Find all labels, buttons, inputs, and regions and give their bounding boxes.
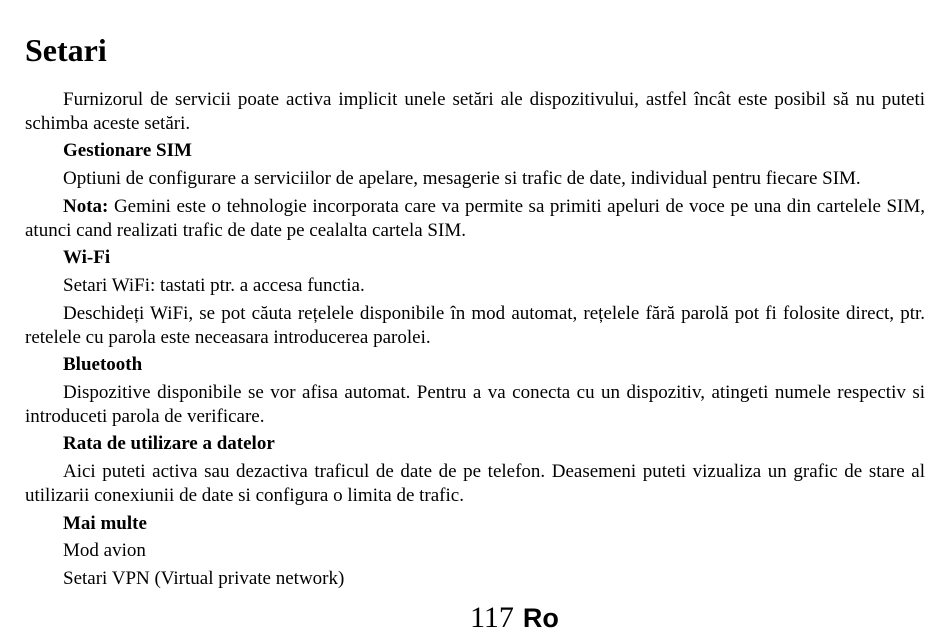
page-number: 117 xyxy=(470,601,514,634)
section-heading-wifi: Wi-Fi xyxy=(63,247,111,269)
section-heading-data-usage: Rata de utilizare a datelor xyxy=(63,433,275,455)
document-body xyxy=(25,88,925,591)
more-list-item: Mod avion xyxy=(63,540,146,562)
section-heading-bluetooth: Bluetooth xyxy=(63,354,143,376)
intro-paragraph: Furnizorul de servicii poate activa implicit unele setări ale dispozitivului, astfel încât este posibil să nu puteti schimba aceste setări. xyxy=(25,89,925,134)
wifi-paragraph: Deschideți WiFi, se pot căuta rețelele disponibile în mod automat, rețelele fără parolă pot fi folosite direct, ptr. retelele cu parola este neceasara introducerea parolei. xyxy=(25,302,925,348)
page-title: Setari xyxy=(25,32,107,68)
bluetooth-paragraph: Dispozitive disponibile se vor afisa automat. Pentru a va conecta cu un dispozitiv, atingeti numele respectiv si introduceti parola de verificare. xyxy=(25,381,925,427)
data-usage-paragraph: Aici puteti activa sau dezactiva traficul de date de pe telefon. Deasemeni puteti vizualiza un grafic de stare al utilizarii conexiunii de date si configura o limita de trafic. xyxy=(25,461,925,506)
more-list-item: Setari VPN (Virtual private network) xyxy=(63,567,345,589)
sim-note-paragraph xyxy=(25,195,925,243)
note-label: Nota: xyxy=(63,195,109,217)
language-code: Ro xyxy=(522,603,559,633)
wifi-paragraph: Setari WiFi: tastati ptr. a accesa functia. xyxy=(63,275,365,297)
section-heading-sim: Gestionare SIM xyxy=(63,140,192,162)
sim-paragraph: Optiuni de configurare a serviciilor de apelare, mesagerie si trafic de date, individual pentru fiecare SIM. xyxy=(63,168,861,190)
section-heading-more: Mai multe xyxy=(63,512,147,534)
note-text: Gemini este o tehnologie incorporata care va permite sa primiti apeluri de voce pe una din cartelele SIM, atunci cand realizati trafic de date pe cealalta cartela SIM. xyxy=(25,195,926,241)
page-footer xyxy=(470,603,559,633)
page-content xyxy=(25,31,925,595)
